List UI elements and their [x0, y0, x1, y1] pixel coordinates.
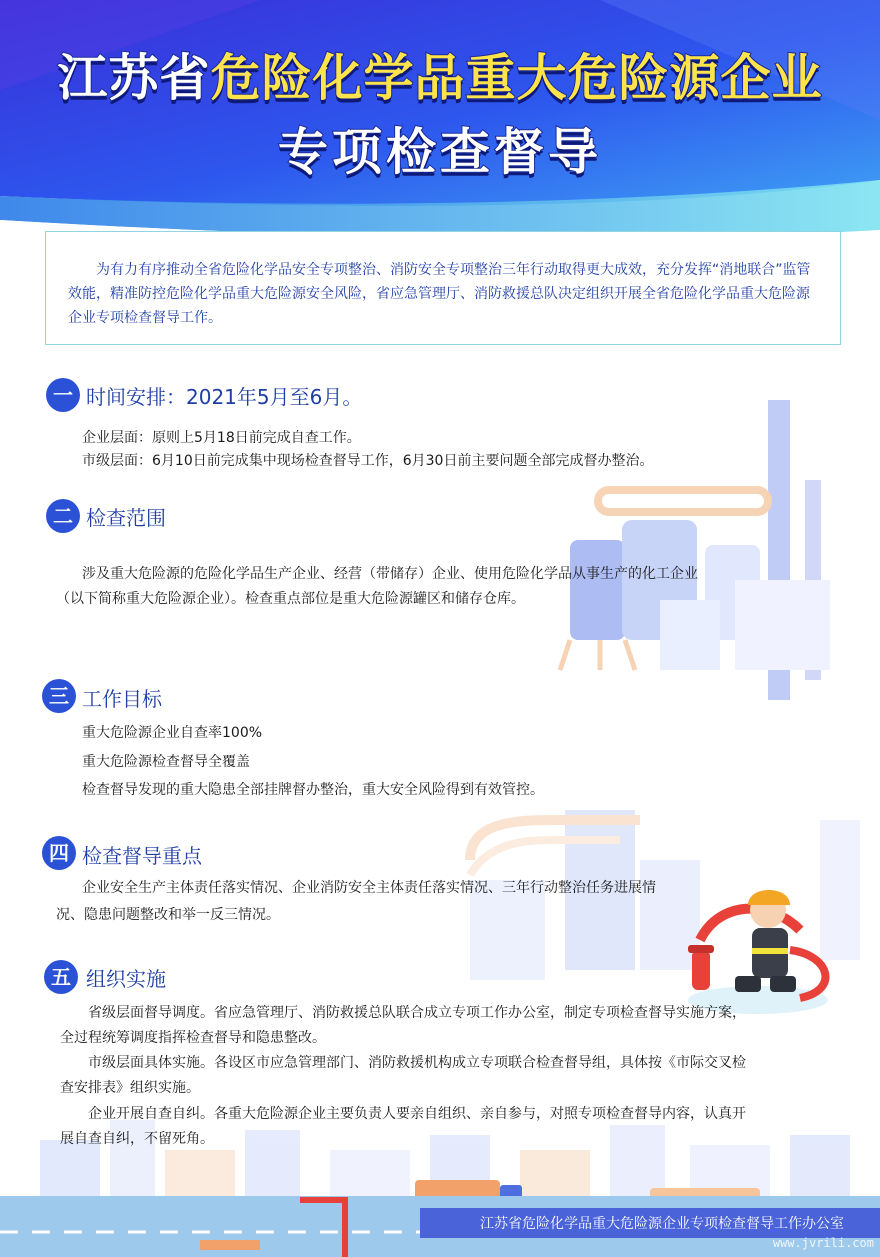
section-2-title: 检查范围	[86, 506, 166, 530]
footer-office-name: 江苏省危险化学品重大危险源企业专项检查督导工作办公室	[480, 1216, 844, 1232]
title-highlight: 危险化学品重大危险源企业	[210, 49, 823, 107]
section-5-line-5: 企业开展自查自纠。各重大危险源企业主要负责人要亲自组织、亲自参与，对照专项检查督导内容，认真开	[88, 1106, 746, 1122]
intro-paragraph: 为有力有序推动全省危险化学品安全专项整治、消防安全专项整治三年行动取得更大成效，充分发挥“消地联合”监管效能，精准防控危险化学品重大危险源安全风险，省应急管理厅、消防救援总队决定组织开展全省危险化学品重大危险源企业专项检查督导工作。	[45, 231, 841, 345]
section-5-badge: 五	[44, 960, 78, 994]
section-4-line-1: 企业安全生产主体责任落实情况、企业消防安全主体责任落实情况、三年行动整治任务进展情	[82, 880, 656, 896]
section-4-title: 检查督导重点	[82, 844, 202, 868]
page-title-line2: 专项检查督导	[278, 123, 602, 181]
section-5-line-2: 全过程统筹调度指挥检查督导和隐患整改。	[60, 1030, 326, 1046]
section-5-line-3: 市级层面具体实施。各设区市应急管理部门、消防救援机构成立专项联合检查督导组，具体按《市际交叉检	[88, 1055, 746, 1071]
factory-illustration	[560, 400, 830, 700]
section-5-line-6: 展自查自纠，不留死角。	[60, 1131, 214, 1147]
section-1-badge: 一	[46, 378, 80, 412]
section-2-line-1: 涉及重大危险源的危险化学品生产企业、经营（带储存）企业、使用危险化学品从事生产的化工企业	[82, 566, 698, 582]
section-3-line-3: 检查督导发现的重大隐患全部挂牌督办整治，重大安全风险得到有效管控。	[82, 782, 544, 798]
title-prefix: 江苏省	[57, 49, 211, 107]
section-2-line-2: （以下简称重大危险源企业）。检查重点部位是重大危险源罐区和储存仓库。	[56, 591, 525, 607]
section-3-badge: 三	[42, 679, 76, 713]
section-5-line-1: 省级层面督导调度。省应急管理厅、消防救援总队联合成立专项工作办公室，制定专项检查督导实施方案，	[88, 1005, 746, 1021]
section-1-line-1: 企业层面：原则上5月18日前完成自查工作。	[82, 430, 361, 446]
firefighter-illustration	[688, 890, 828, 1014]
section-4-badge: 四	[42, 836, 76, 870]
section-3-title: 工作目标	[82, 687, 162, 711]
section-2-badge: 二	[46, 499, 80, 533]
section-4-line-2: 况、隐患问题整改和举一反三情况。	[56, 907, 280, 923]
watermark-text: www.jvrili.com	[772, 1236, 874, 1250]
section-3-line-1: 重大危险源企业自查率100%	[82, 725, 263, 741]
section-5-line-4: 查安排表》组织实施。	[60, 1080, 200, 1096]
section-3-line-2: 重大危险源检查督导全覆盖	[82, 754, 250, 770]
section-1-line-2: 市级层面：6月10日前完成集中现场检查督导工作，6月30日前主要问题全部完成督办整治。	[82, 453, 654, 469]
section-5-title: 组织实施	[86, 967, 166, 991]
section-1-title: 时间安排：2021年5月至6月。	[86, 385, 363, 409]
